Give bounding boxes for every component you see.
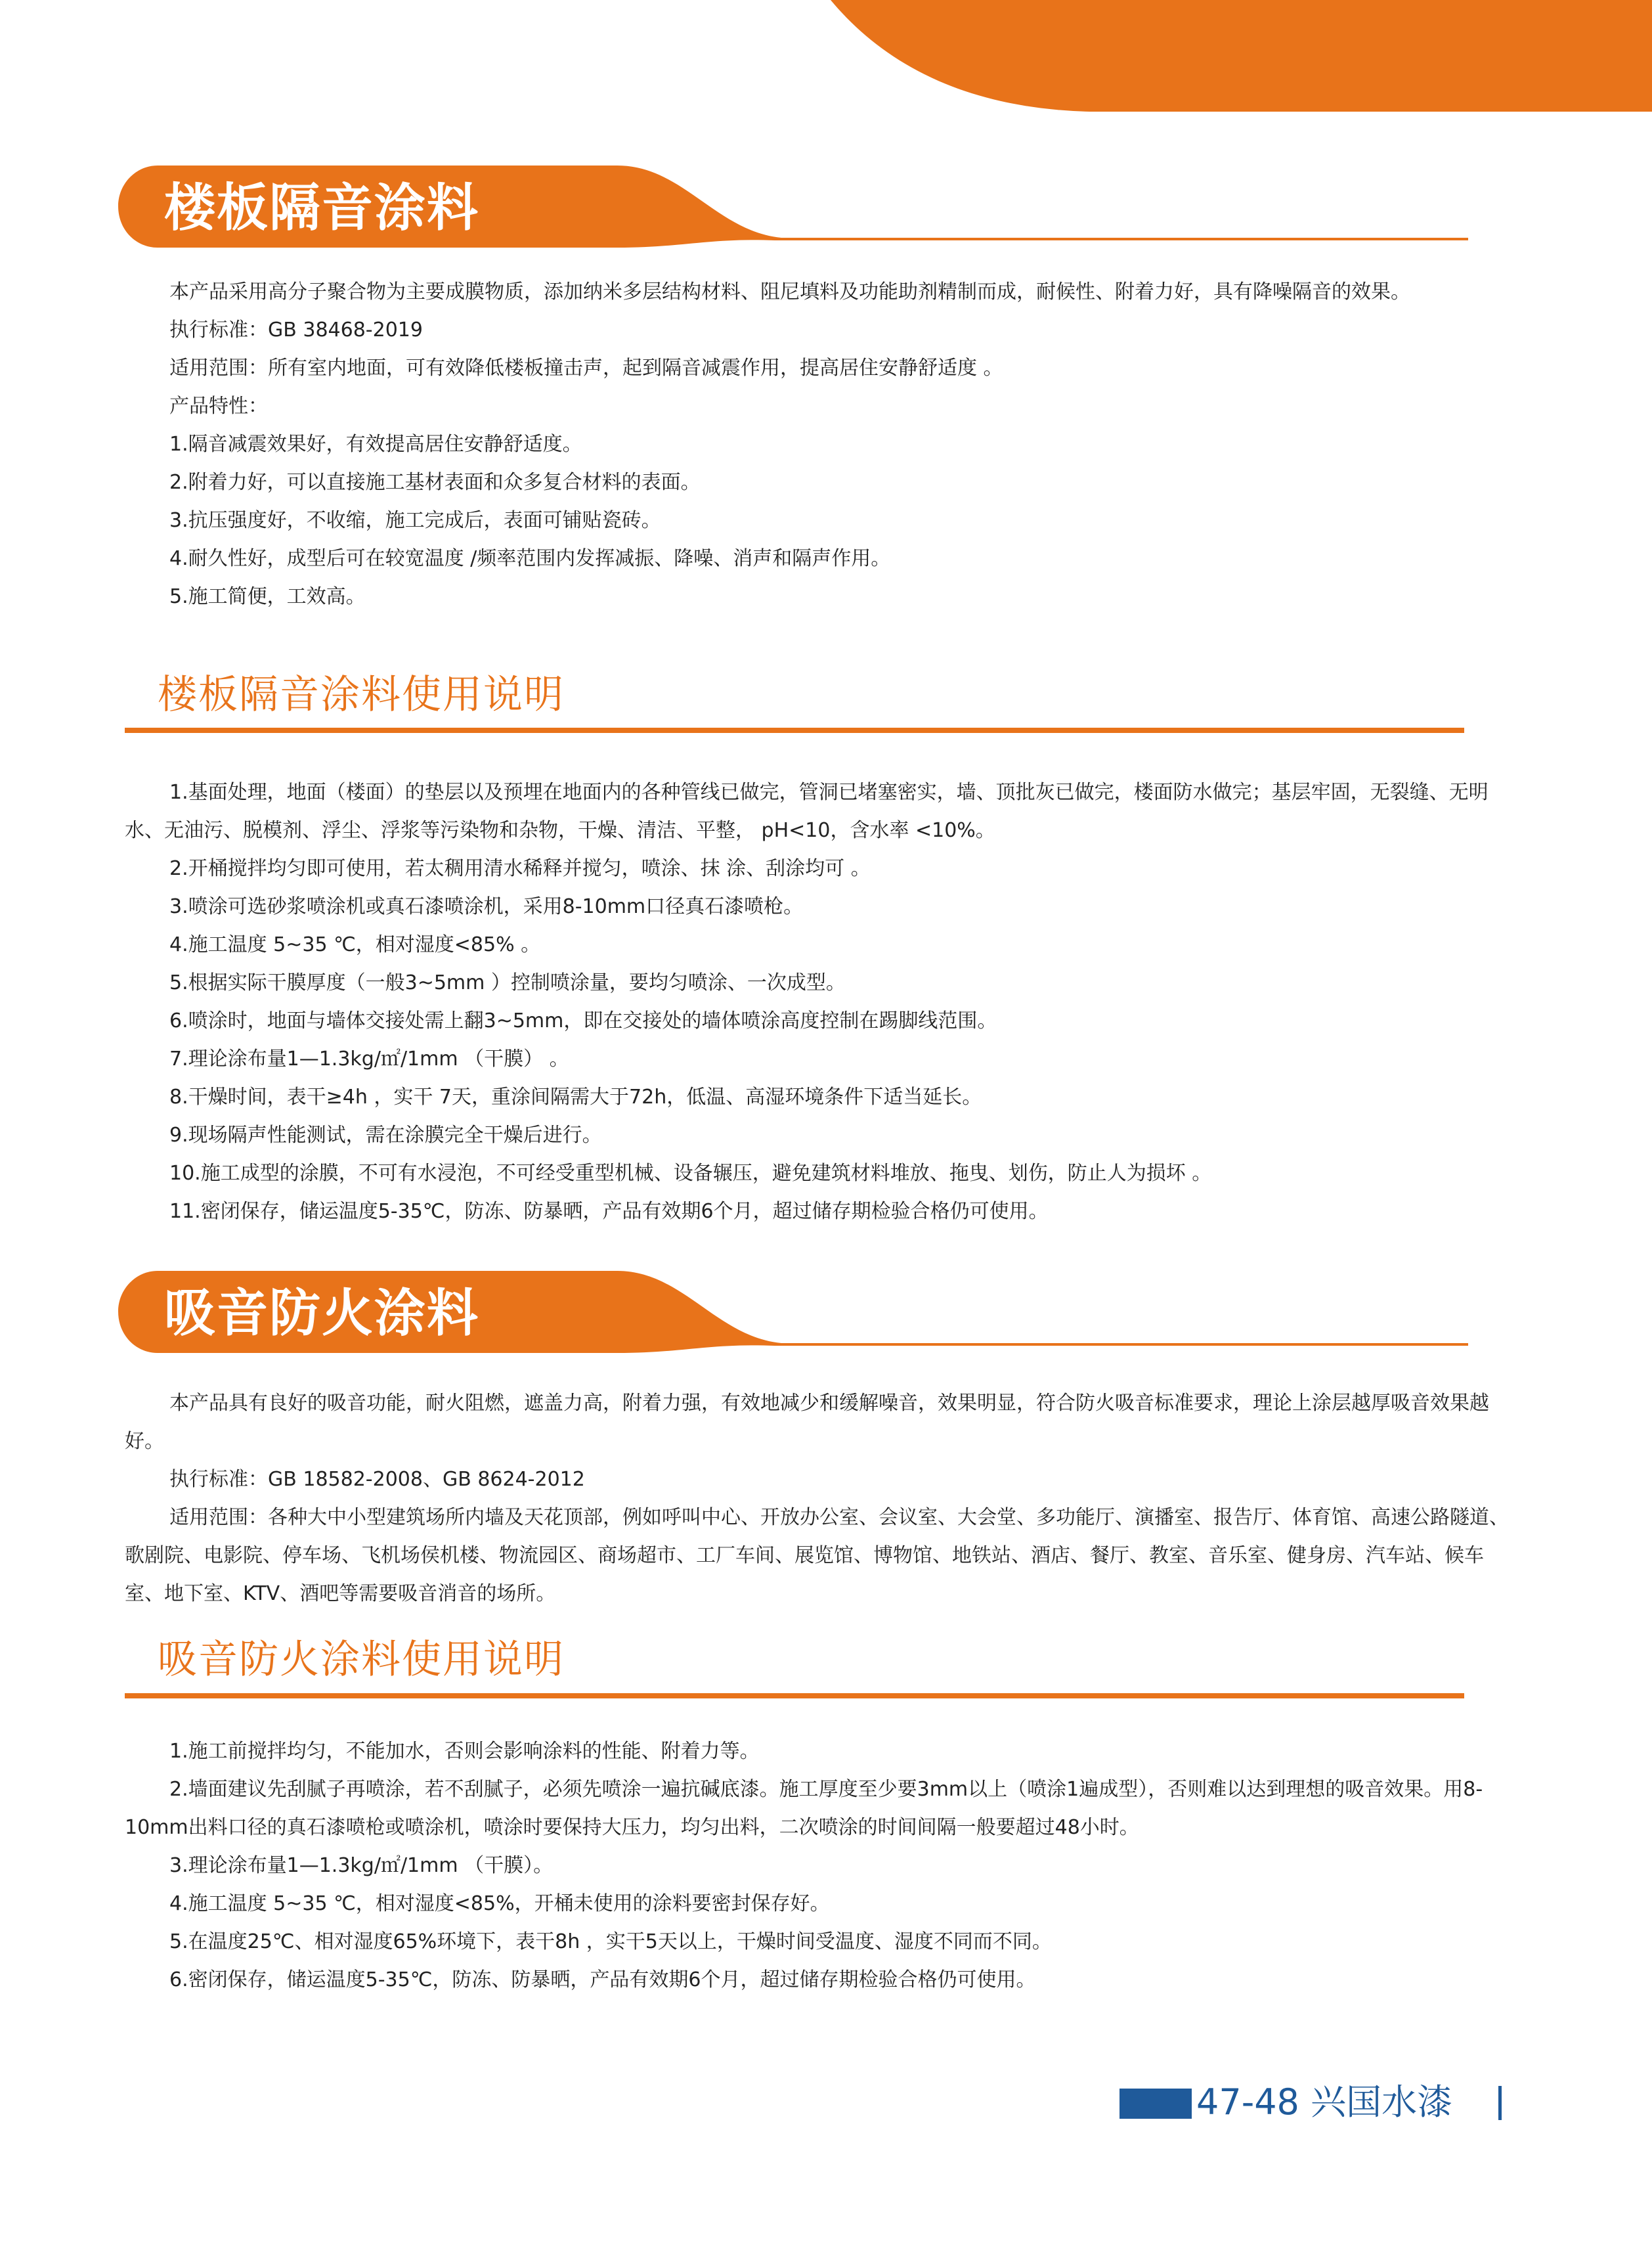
footer-separator [1498, 2086, 1502, 2120]
section2-intro: 本产品具有良好的吸音功能，耐火阻燃，遮盖力高，附着力强，有效地减少和缓解噪音，效果明显，符合防火吸音标准要求，理论上涂层越厚吸音效果越好。 [125, 1392, 1489, 1453]
usage-item: 3.理论涂布量1—1.3kg/㎡/1mm （干膜）。 [169, 1854, 554, 1877]
usage-item: 6.喷涂时，地面与墙体交接处需上翻3~5mm，即在交接处的墙体喷涂高度控制在踢脚线范围。 [169, 1009, 997, 1032]
usage-item: 1.施工前搅拌均匀，不能加水，否则会影响涂料的性能、附着力等。 [169, 1740, 760, 1763]
section-banner-floor-sound-insulation [118, 166, 1468, 251]
section2-scope: 适用范围：各种大中小型建筑场所内墙及天花顶部，例如呼叫中心、开放办公室、会议室、大会堂、多功能厅、演播室、报告厅、体育馆、高速公路隧道、歌剧院、电影院、停车场、飞机场侯机楼、物流园区、商场超市、工厂车间、展览馆、博物馆、地铁站、酒店、餐厅、教室、音乐室、健身房、汽车站、候车室、地下室、KTV、酒吧等需要吸音消音的场所。 [125, 1506, 1509, 1605]
feature-item: 3.抗压强度好，不收缩，施工完成后，表面可铺贴瓷砖。 [169, 509, 661, 532]
feature-item: 1.隔音减震效果好，有效提高居住安静舒适度。 [169, 433, 582, 456]
usage-item: 1.基面处理，地面（楼面）的垫层以及预埋在地面内的各种管线已做完，管洞已堵塞密实，墙、顶批灰已做完，楼面防水做完；基层牢固，无裂缝、无明水、无油污、脱模剂、浮尘、浮浆等污染物和杂物，干燥、清洁、平整， pH<10，含水率 <10%。 [125, 781, 1489, 842]
usage-item: 5.在温度25℃、相对湿度65%环境下，表干8h ，实干5天以上，干燥时间受温度、湿度不同而不同。 [169, 1930, 1052, 1953]
usage-item: 5.根据实际干膜厚度（一般3~5mm ）控制喷涂量，要均匀喷涂、一次成型。 [169, 971, 846, 994]
section1-body [125, 273, 1510, 616]
section1-features-label: 产品特性： [169, 395, 268, 418]
usage-item: 11.密闭保存，储运温度5-35℃，防冻、防暴晒，产品有效期6个月，超过储存期检验合格仍可使用。 [169, 1200, 1049, 1223]
usage-item: 3.喷涂可选砂浆喷涂机或真石漆喷涂机，采用8-10mm口径真石漆喷枪。 [169, 895, 804, 918]
section2-usage-rule [125, 1693, 1464, 1698]
page-number-label: 47-48 兴国水漆 [1196, 2081, 1453, 2123]
section-title: 吸音防火涂料 [164, 1284, 480, 1343]
feature-item: 5.施工简便，工效高。 [169, 585, 366, 608]
section2-body [125, 1384, 1510, 1613]
section1-usage-rule [125, 728, 1464, 733]
usage-item: 6.密闭保存，储运温度5-35℃，防冻、防暴晒，产品有效期6个月，超过储存期检验合格仍可使用。 [169, 1968, 1036, 1991]
section2-usage-body [125, 1733, 1510, 1999]
section-title: 楼板隔音涂料 [164, 179, 480, 238]
usage-item: 4.施工温度 5~35 ℃，相对湿度<85%，开桶未使用的涂料要密封保存好。 [169, 1892, 830, 1915]
top-orange-decoration [0, 0, 1652, 118]
usage-item: 2.墙面建议先刮腻子再喷涂，若不刮腻子，必须先喷涂一遍抗碱底漆。施工厚度至少要3mm以上（喷涂1遍成型），否则难以达到理想的吸音效果。用8-10mm出料口径的真石漆喷枪或喷涂机，喷涂时要保持大压力，均匀出料，二次喷涂的时间间隔一般要超过48小时。 [125, 1778, 1483, 1839]
usage-item: 4.施工温度 5~35 ℃，相对湿度<85% 。 [169, 933, 541, 956]
section1-standard: 执行标准：GB 38468-2019 [169, 319, 423, 342]
usage-item: 10.施工成型的涂膜，不可有水浸泡，不可经受重型机械、设备辗压，避免建筑材料堆放、拖曳、划伤，防止人为损坏 。 [169, 1162, 1212, 1185]
section2-usage-heading: 吸音防火涂料使用说明 [158, 1637, 565, 1683]
footer-blue-bar [1119, 2089, 1192, 2119]
section1-scope: 适用范围：所有室内地面，可有效降低楼板撞击声，起到隔音减震作用，提高居住安静舒适度 。 [169, 357, 1003, 380]
section1-usage-body [125, 774, 1510, 1231]
feature-item: 2.附着力好，可以直接施工基材表面和众多复合材料的表面。 [169, 471, 701, 494]
feature-item: 4.耐久性好，成型后可在较宽温度 /频率范围内发挥减振、降噪、消声和隔声作用。 [169, 547, 891, 570]
section1-usage-heading: 楼板隔音涂料使用说明 [158, 672, 565, 718]
section2-standard: 执行标准：GB 18582-2008、GB 8624-2012 [169, 1468, 585, 1491]
section-banner-sound-absorbing-fireproof [118, 1271, 1468, 1356]
usage-item: 8.干燥时间，表干≥4h ，实干 7天，重涂间隔需大于72h，低温、高湿环境条件下适当延长。 [169, 1086, 982, 1109]
usage-item: 2.开桶搅拌均匀即可使用，若太稠用清水稀释并搅匀，喷涂、抹 涂、刮涂均可 。 [169, 857, 871, 880]
section1-intro: 本产品采用高分子聚合物为主要成膜物质，添加纳米多层结构材料、阻尼填料及功能助剂精制而成，耐候性、附着力好，具有降噪隔音的效果。 [169, 280, 1410, 303]
usage-item: 9.现场隔声性能测试，需在涂膜完全干燥后进行。 [169, 1124, 602, 1147]
usage-item: 7.理论涂布量1—1.3kg/㎡/1mm （干膜） 。 [169, 1048, 569, 1071]
